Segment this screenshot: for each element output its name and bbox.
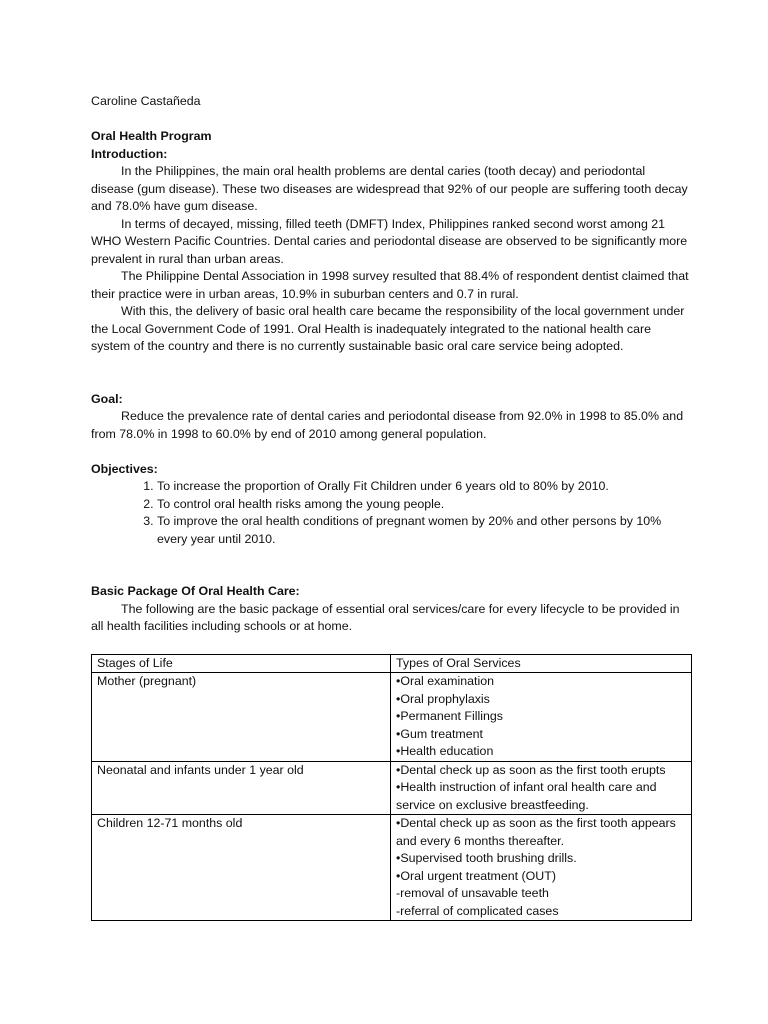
stage-cell: Neonatal and infants under 1 year old [92,761,391,815]
intro-paragraph: In the Philippines, the main oral health problems are dental caries (tooth decay) and periodontal disease (gum disease). These two diseases are widespread that 92% of our people are suffering tooth decay and 78.0% have gum disease. [91,164,688,213]
intro-paragraph: The Philippine Dental Association in 1998 survey resulted that 88.4% of respondent dentist claimed that their practice were in urban areas, 10.9% in suburban centers and 0.7 in rural. [91,269,689,301]
services-cell [391,673,692,762]
goal-heading: Goal: [91,391,123,406]
author-name: Caroline Castañeda [91,94,201,108]
intro-heading: Introduction: [91,146,168,161]
oral-services-table [91,654,692,922]
table-row [92,815,692,921]
table-header-cell: Stages of Life [92,654,391,673]
objectives-heading: Objectives: [91,461,158,476]
service-item: •Oral examination [396,674,494,688]
package-text: The following are the basic package of essential oral services/care for every lifecycle to be provided in all health facilities including schools or at home. [91,601,680,633]
service-item: •Permanent Fillings [396,709,503,723]
stage-cell: Mother (pregnant) [92,673,391,762]
objectives-list [91,478,691,548]
service-item: -removal of unsavable teeth [396,886,549,900]
service-item: •Gum treatment [396,726,483,741]
service-item: -referral of complicated cases [396,903,559,918]
objective-item: 2. To control oral health risks among the young people. [157,496,691,514]
service-item: •Dental check up as soon as the first tooth erupts [396,762,666,777]
services-cell [391,761,692,815]
objective-item: 1. To increase the proportion of Orally Fit Children under 6 years old to 80% by 2010. [157,478,691,496]
service-item: •Health instruction of infant oral health care and service on exclusive breastfeeding. [396,780,657,812]
service-item: •Oral prophylaxis [396,691,490,706]
table-header-row [92,654,692,673]
table-row [92,761,692,815]
service-item: •Dental check up as soon as the first tooth appears and every 6 months thereafter. [396,816,676,848]
goal-text: Reduce the prevalence rate of dental caries and periodontal disease from 92.0% in 1998 to 85.0% and from 78.0% in 1998 to 60.0% by end of 2010 among general population. [91,409,684,441]
document-body [91,93,691,921]
package-heading: Basic Package Of Oral Health Care: [91,584,300,598]
service-item: •Health education [396,744,494,758]
document-title: Oral Health Program [91,129,212,143]
service-item: •Supervised tooth brushing drills. [396,851,577,865]
service-item: •Oral urgent treatment (OUT) [396,868,556,883]
intro-paragraph: In terms of decayed, missing, filled teeth (DMFT) Index, Philippines ranked second worst among 21 WHO Western Pacific Countries. Dental caries and periodontal disease are observed to be significantly more prevalent in rural than urban areas. [91,216,688,266]
objective-item: 3. To improve the oral health conditions of pregnant women by 20% and other persons by 10% every year until 2010. [157,513,691,548]
intro-paragraph: With this, the delivery of basic oral health care became the responsibility of the local government under the Local Government Code of 1991. Oral Health is inadequately integrated to the national health care system of the country and there is no currently sustainable basic oral care service being adopted. [91,304,685,353]
services-cell [391,815,692,921]
table-row [92,673,692,762]
table-header-cell: Types of Oral Services [391,654,692,673]
stage-cell: Children 12-71 months old [92,815,391,921]
